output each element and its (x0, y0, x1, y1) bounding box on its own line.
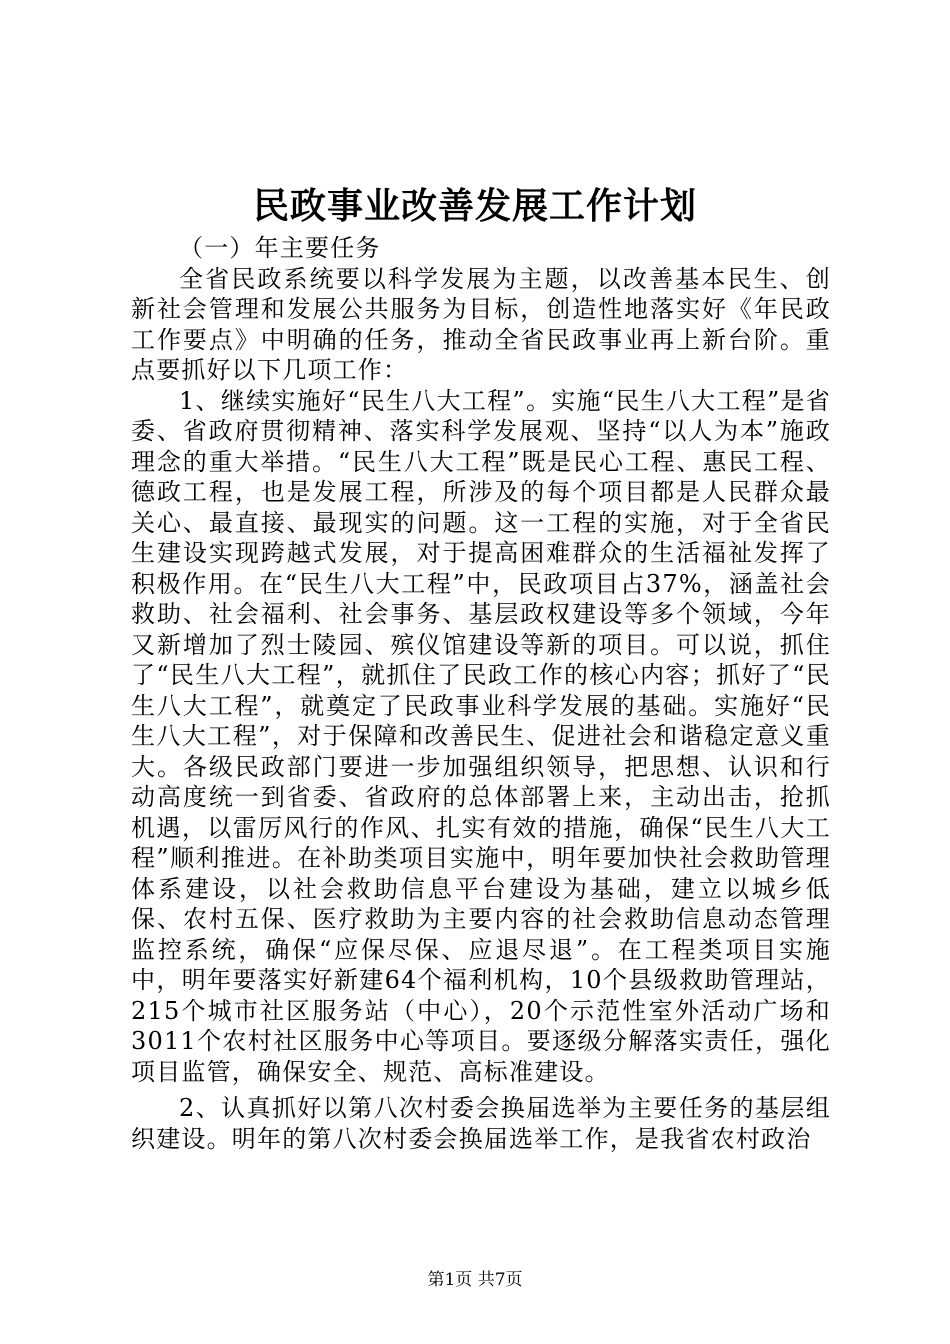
paragraph-intro: 全省民政系统要以科学发展为主题，以改善基本民生、创新社会管理和发展公共服务为目标，创造性地落实好《年民政工作要点》中明确的任务，推动全省民政事业再上新台阶。重点要抓好以下几项工作： (131, 264, 831, 384)
page-number-footer: 第1页 共7页 (427, 1270, 523, 1290)
section-heading: （一）年主要任务 (179, 234, 381, 262)
paragraph-item-2: 2、认真抓好以第八次村委会换届选举为主要任务的基层组织建设。明年的第八次村委会换届选举工作，是我省农村政治 (131, 1094, 831, 1153)
document-body (131, 233, 831, 1154)
paragraph-item-1: 1、继续实施好“民生八大工程”。实施“民生八大工程”是省委、省政府贯彻精神、落实科学发展观、坚持“以人为本”施政理念的重大举措。“民生八大工程”既是民心工程、惠民工程、德政工程，也是发展工程，所涉及的每个项目都是人民群众最关心、最直接、最现实的问题。这一工程的实施，对于全省民生建设实现跨越式发展，对于提高困难群众的生活福祉发挥了积极作用。在“民生八大工程”中，民政项目占37%，涵盖社会救助、社会福利、社会事务、基层政权建设等多个领域，今年又新增加了烈士陵园、殡仪馆建设等新的项目。可以说，抓住了“民生八大工程”，就抓住了民政工作的核心内容；抓好了“民生八大工程”，就奠定了民政事业科学发展的基础。实施好“民生八大工程”，对于保障和改善民生、促进社会和谐稳定意义重大。各级民政部门要进一步加强组织领导，把思想、认识和行动高度统一到省委、省政府的总体部署上来，主动出击，抢抓机遇，以雷厉风行的作风、扎实有效的措施，确保“民生八大工程”顺利推进。在补助类项目实施中，明年要加快社会救助管理体系建设，以社会救助信息平台建设为基础，建立以城乡低保、农村五保、医疗救助为主要内容的社会救助信息动态管理监控系统，确保“应保尽保、应退尽退”。在工程类项目实施中，明年要落实好新建64个福利机构，10个县级救助管理站，215个城市社区服务站（中心），20个示范性室外活动广场和3011个农村社区服务中心等项目。要逐级分解落实责任，强化项目监管，确保安全、规范、高标准建设。 (131, 386, 831, 1086)
document-title: 民政事业改善发展工作计划 (252, 185, 697, 227)
